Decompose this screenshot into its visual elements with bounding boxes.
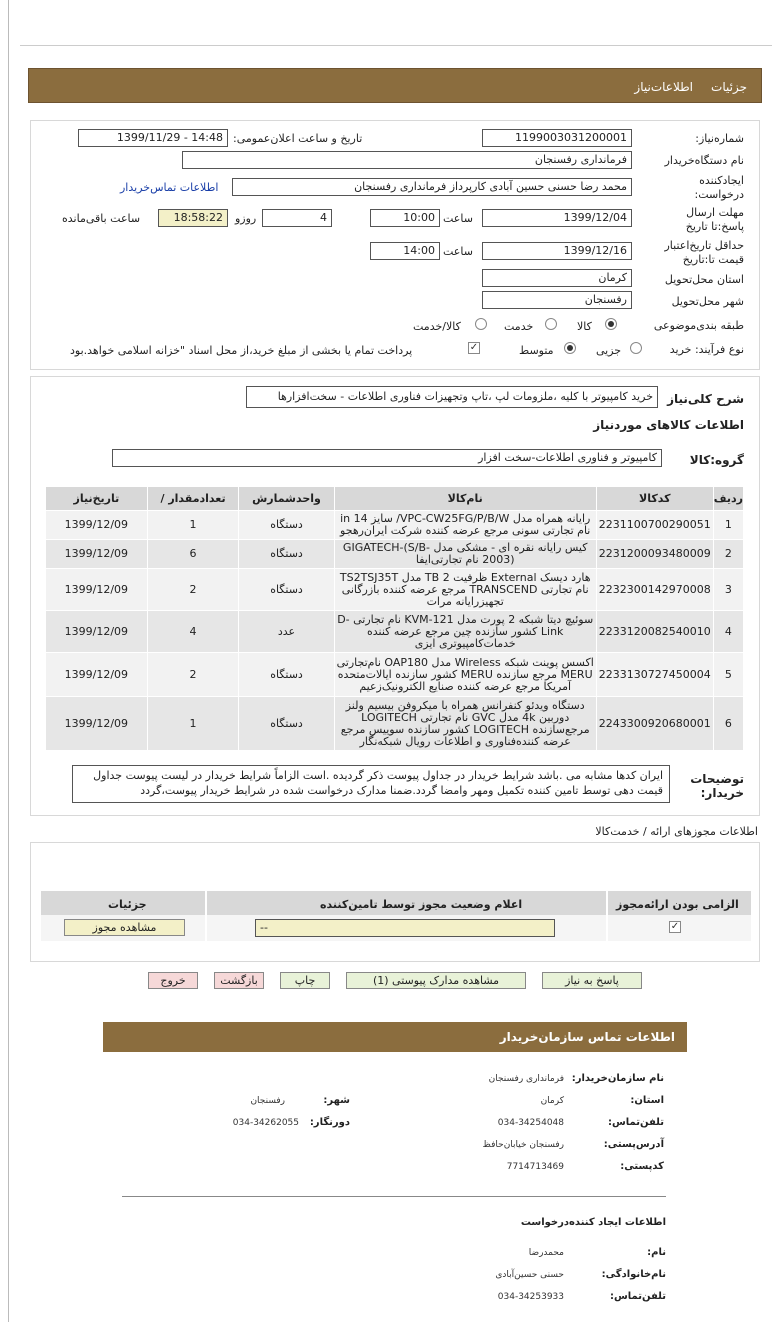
table-row (46, 653, 744, 697)
category-service-label: خدمت (504, 320, 534, 333)
creator-label: ایجادکننده درخواست: (694, 174, 744, 201)
row-qty: 4 (147, 611, 239, 653)
validity-label: حداقل تاریخ‌اعتبار قیمت تا:تاریخ (664, 239, 744, 266)
col-permit-status: اعلام وضعیت مجوز توسط تامین‌کننده (320, 898, 523, 911)
row-qty: 2 (147, 569, 239, 611)
row-number: 3 (713, 569, 743, 611)
row-name: اکسس پوینت شبکه Wireless مدل OAP180 نام‌تجارتی MERU مرجع سازنده MERU کشور سازنده ایالات‌متحده آمریکا مرجع عرضه کننده صنایع الکترونیک‌زعیم (334, 653, 596, 697)
buyer-org-field: فرمانداری رفسنجان (182, 151, 632, 169)
permits-col-divider (606, 891, 608, 941)
announce-field: 1399/11/29 - 14:48 (78, 129, 228, 147)
remaining-label: ساعت باقی‌مانده (62, 212, 141, 225)
reply-button[interactable]: پاسخ به نیاز (542, 972, 642, 989)
table-row (46, 611, 744, 653)
city-field: رفسنجان (482, 291, 632, 309)
announce-label: تاریخ و ساعت اعلان‌عمومی: (233, 132, 363, 145)
process-partial-radio[interactable] (630, 342, 642, 354)
row-qty: 1 (147, 511, 239, 540)
row-number: 1 (713, 511, 743, 540)
days-field: 4 (262, 209, 332, 227)
contact-divider (122, 1196, 666, 1197)
contact-fax-value: 034-34262055 (232, 1118, 299, 1128)
province-field: کرمان (482, 269, 632, 287)
validity-time-field: 14:00 (370, 242, 440, 260)
col-permit-details: جزئیات (108, 898, 147, 911)
process-label: نوع فرآیند: خرید (669, 343, 744, 356)
contact-phone-value: 034-34254048 (497, 1118, 564, 1128)
tab-need-info[interactable]: اطلاعات‌نیاز (634, 80, 693, 94)
payment-note: پرداخت تمام یا بخشی از مبلغ خرید،از محل اسناد "خزانه اسلامی خواهد.بود (70, 344, 413, 357)
need-desc-label: شرح کلی‌نیاز (667, 392, 744, 406)
row-number: 2 (713, 540, 743, 569)
buyer-org-label: نام دستگاه‌خریدار (664, 154, 744, 167)
deadline-label: مهلت ارسال پاسخ:تا تاریخ (685, 206, 744, 233)
row-unit: دستگاه (239, 697, 334, 751)
row-name: رایانه همراه مدل VPC-CW25FG/P/B/W/ سایز 14 in نام تجارتی سونی مرجع عرضه کننده شرکت ایران‌رهجو (334, 511, 596, 540)
table-row (46, 697, 744, 751)
print-button[interactable]: چاپ (280, 972, 330, 989)
row-date: 1399/12/09 (46, 611, 148, 653)
table-row (46, 540, 744, 569)
contact-header (103, 1022, 687, 1052)
process-medium-label: متوسط (519, 344, 554, 357)
process-medium-radio[interactable] (564, 342, 576, 354)
creator-family-label: نام‌خانوادگی: (601, 1269, 666, 1280)
row-unit: دستگاه (239, 569, 334, 611)
back-button[interactable]: بازگشت (214, 972, 264, 989)
col-permit-required: الزامی بودن ارائه‌مجوز (616, 898, 739, 911)
creator-field: محمد رضا حسنی حسین آبادی کارپرداز فرمانداری رفسنجان (232, 178, 632, 196)
row-date: 1399/12/09 (46, 697, 148, 751)
exit-button[interactable]: خروج (148, 972, 198, 989)
table-row (46, 569, 744, 611)
category-goods-radio[interactable] (605, 318, 617, 330)
process-partial-label: جزیی (596, 344, 622, 357)
need-number-label: شماره‌نیاز: (695, 132, 744, 145)
tab-details[interactable]: جزئیات (711, 80, 747, 94)
col-date: تاریخ‌نیاز (46, 487, 148, 511)
row-code: 2243300920680001 (596, 697, 713, 751)
permits-col-divider (205, 891, 207, 941)
page-left-border (8, 0, 9, 1322)
row-date: 1399/12/09 (46, 511, 148, 540)
creator-info-title: اطلاعات ایجاد کننده‌درخواست (520, 1217, 666, 1228)
goods-table (45, 486, 744, 751)
row-number: 5 (713, 653, 743, 697)
contact-address-label: آدرس‌پستی: (603, 1139, 664, 1150)
category-service-radio[interactable] (545, 318, 557, 330)
buyer-notes-label: توضیحات خریدار: (690, 772, 744, 800)
contact-org-value: فرمانداری رفسنجان (488, 1074, 564, 1084)
creator-name-label: نام: (647, 1247, 666, 1258)
row-number: 4 (713, 611, 743, 653)
permit-status-field[interactable]: -- (255, 919, 555, 937)
creator-name-value: محمدرضا (528, 1248, 564, 1258)
row-qty: 6 (147, 540, 239, 569)
contact-org-label: نام سازمان‌خریدار: (571, 1073, 664, 1084)
row-date: 1399/12/09 (46, 653, 148, 697)
deadline-time-label: ساعت (443, 212, 473, 225)
row-name: دستگاه ویدئو کنفرانس همراه با میکروفن بیسیم ولنز دوربین 4k مدل GVC نام تجارتی LOGITECH مرجع‌سازنده LOGITECH کشور سازنده سوییس مرجع عرضه کننده‌فناوری و اطلاعات رویال شبکه‌نگار (334, 697, 596, 751)
permits-title: اطلاعات مجوزهای ارائه / خدمت‌کالا (595, 825, 758, 838)
row-code: 2232300142970008 (596, 569, 713, 611)
remaining-time-field: 18:58:22 (158, 209, 228, 227)
top-divider (20, 45, 772, 46)
row-date: 1399/12/09 (46, 569, 148, 611)
validity-date-field: 1399/12/16 (482, 242, 632, 260)
contact-province-value: کرمان (540, 1096, 564, 1106)
contact-city-label: شهر: (323, 1095, 350, 1106)
permit-required-checkbox[interactable]: ✓ (670, 921, 680, 932)
attachments-button[interactable]: مشاهده مدارک پیوستی (1) (346, 972, 526, 989)
row-date: 1399/12/09 (46, 540, 148, 569)
row-name: هارد دیسک External ظرفیت 2 TB مدل TS2TSJ35T نام تجارتی TRANSCEND مرجع عرضه کننده بازرگانی تجهیزرایانه مرات (334, 569, 596, 611)
row-qty: 2 (147, 653, 239, 697)
col-row: ردیف (713, 487, 743, 511)
contact-phone-label: تلفن‌تماس: (607, 1117, 664, 1128)
city-label: شهر محل‌تحویل (671, 295, 744, 308)
category-both-label: کالا/خدمت (413, 320, 461, 333)
buyer-contact-link[interactable]: اطلاعات تماس‌خریدار (120, 181, 219, 194)
goods-group-field: کامپیوتر و فناوری اطلاعات-سخت افزار (112, 449, 662, 467)
row-name: سوئیچ دیتا شبکه 2 پورت مدل KVM-121 نام تجارتی D-Link کشور سازنده چین مرجع عرضه کننده خدمات‌کامپیوتری ایزی (334, 611, 596, 653)
contact-fax-label: دورنگار: (309, 1117, 350, 1128)
days-label: روزو (235, 212, 257, 225)
buyer-notes-field: ایران کدها مشابه می .باشد شرایط خریدار در جداول پیوست ذکر گردیده .است الزاماً شرایط خریدار در لیست پیوست جداول قیمت دهی توسط تامین کننده تکمیل ومهر وامضا گردد.ضمنا مدارک درخواست شده در شرایط خریدار پیوست،گردد (72, 765, 670, 803)
contact-city-value: رفسنجان (250, 1096, 285, 1106)
creator-phone-label: تلفن‌تماس: (609, 1291, 666, 1302)
contact-postal-value: 7714713469 (506, 1162, 564, 1172)
table-row (46, 511, 744, 540)
row-code: 2231200093480009 (596, 540, 713, 569)
validity-time-label: ساعت (443, 245, 473, 258)
category-goods-label: کالا (577, 320, 592, 333)
payment-treasury-checkbox[interactable]: ✓ (469, 342, 479, 353)
row-qty: 1 (147, 697, 239, 751)
col-qty: تعدادمقدار / (147, 487, 239, 511)
col-name: نام‌کالا (334, 487, 596, 511)
goods-table-header (46, 487, 744, 511)
row-unit: دستگاه (239, 511, 334, 540)
col-code: کدکالا (596, 487, 713, 511)
deadline-date-field: 1399/12/04 (482, 209, 632, 227)
category-both-radio[interactable] (475, 318, 487, 330)
row-unit: عدد (239, 611, 334, 653)
row-unit: دستگاه (239, 540, 334, 569)
goods-group-label: گروه:کالا (689, 453, 744, 467)
row-code: 2233120082540010 (596, 611, 713, 653)
row-name: کیس رایانه نقره ای - مشکی مدل GIGATECH-(S/B-2003) نام تجارتی‌ایفا (334, 540, 596, 569)
row-code: 2231100700290051 (596, 511, 713, 540)
page-header-bar (28, 68, 762, 103)
need-number-field: 1199003031200001 (482, 129, 632, 147)
contact-province-label: استان: (630, 1095, 664, 1106)
need-desc-field: خرید کامپیوتر با کلیه ،ملزومات لپ ،تاپ وتجهیزات فناوری اطلاعات - سخت‌افزارها (246, 386, 658, 408)
creator-family-value: حسنی حسین‌آبادی (495, 1270, 564, 1280)
creator-phone-value: 034-34253933 (497, 1292, 564, 1302)
goods-info-title: اطلاعات کالاهای موردنیاز (593, 418, 744, 432)
contact-postal-label: کدپستی: (620, 1161, 664, 1172)
view-permit-button[interactable]: مشاهده مجوز (64, 919, 185, 936)
row-number: 6 (713, 697, 743, 751)
col-unit: واحدشمارش (239, 487, 334, 511)
contact-title: اطلاعات تماس سازمان‌خریدار (499, 1030, 675, 1044)
contact-address-value: رفسنجان خیابان‌حافظ (482, 1140, 564, 1150)
row-unit: دستگاه (239, 653, 334, 697)
category-label: طبقه بندی‌موضوعی (653, 319, 744, 332)
deadline-time-field: 10:00 (370, 209, 440, 227)
row-code: 2233130727450004 (596, 653, 713, 697)
province-label: استان محل‌تحویل (664, 273, 744, 286)
